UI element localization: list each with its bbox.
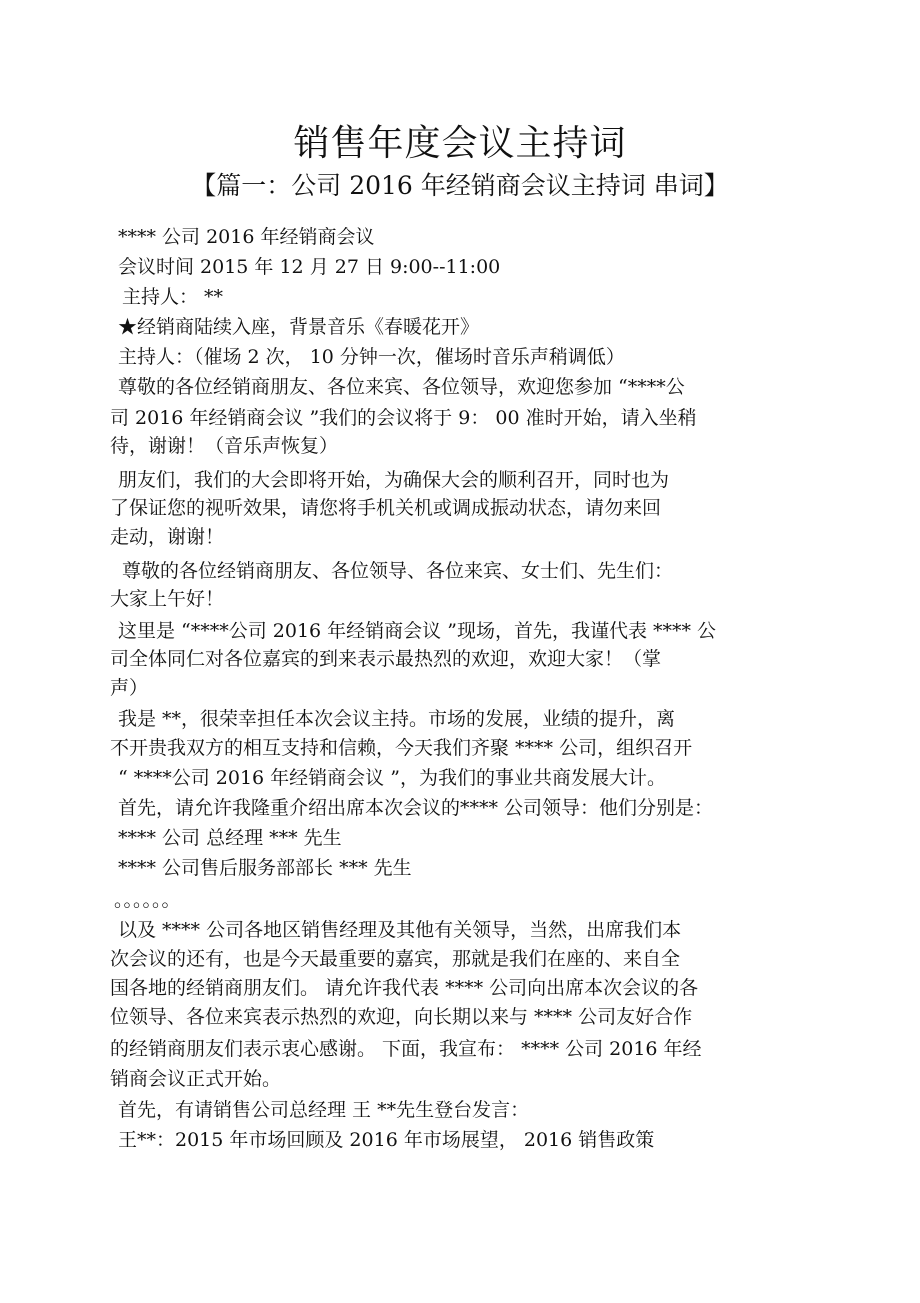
text-line: ★经销商陆续入座，背景音乐《春暖花开》 xyxy=(118,316,480,338)
text-line: 不开贵我双方的相互支持和信赖，今天我们齐聚 **** 公司，组织召开 xyxy=(110,737,693,759)
text-line: 王**：2015 年市场回顾及 2016 年市场展望， 2016 销售政策 xyxy=(118,1129,655,1151)
text-line: 朋友们，我们的大会即将开始，为确保大会的顺利召开，同时也为 xyxy=(118,469,670,491)
text-line: 尊敬的各位经销商朋友、各位领导、各位来宾、女士们、先生们： xyxy=(122,560,674,582)
text-line: **** 公司售后服务部部长 *** 先生 xyxy=(118,857,412,879)
text-line: 以及 **** 公司各地区销售经理及其他有关领导，当然，出席我们本 xyxy=(118,919,682,941)
text-line: 走动，谢谢！ xyxy=(110,526,225,548)
text-line: 我是 **，很荣幸担任本次会议主持。市场的发展，业绩的提升，离 xyxy=(118,708,676,730)
text-line: 。。。。。。 xyxy=(114,889,181,911)
document-title: 销售年度会议主持词 xyxy=(293,123,627,164)
text-line: 销商会议正式开始。 xyxy=(110,1068,282,1090)
text-line: 待，谢谢！（音乐声恢复） xyxy=(110,435,339,457)
text-line: “ ****公司 2016 年经销商会议 ”，为我们的事业共商发展大计。 xyxy=(118,767,666,789)
text-line: 大家上午好！ xyxy=(110,588,225,610)
text-line: 主持人：（催场 2 次， 10 分钟一次，催场时音乐声稍调低） xyxy=(118,346,625,368)
text-line: 首先，请允许我隆重介绍出席本次会议的**** 公司领导：他们分别是： xyxy=(118,797,714,819)
text-line: 了保证您的视听效果，请您将手机关机或调成振动状态，请勿来回 xyxy=(110,497,662,519)
text-line: 声） xyxy=(110,677,149,699)
text-line: 会议时间 2015 年 12 月 27 日 9:00--11:00 xyxy=(118,256,501,278)
text-line: 国各地的经销商朋友们。 请允许我代表 **** 公司向出席本次会议的各 xyxy=(110,977,699,999)
text-line: 这里是 “****公司 2016 年经销商会议 ”现场，首先，我谨代表 **** 公 xyxy=(118,620,717,642)
text-line: 次会议的还有，也是今天最重要的嘉宾，那就是我们在座的、来自全 xyxy=(110,948,681,970)
text-line: **** 公司 总经理 *** 先生 xyxy=(118,827,342,849)
text-line: 位领导、各位来宾表示热烈的欢迎，向长期以来与 **** 公司友好合作 xyxy=(110,1006,693,1028)
text-line: 司 2016 年经销商会议 ”我们的会议将于 9： 00 准时开始，请入坐稍 xyxy=(110,407,697,429)
text-line: **** 公司 2016 年经销商会议 xyxy=(118,226,375,248)
text-line: 尊敬的各位经销商朋友、各位来宾、各位领导，欢迎您参加 “****公 xyxy=(118,376,685,398)
text-line: 司全体同仁对各位嘉宾的到来表示最热烈的欢迎，欢迎大家！（掌 xyxy=(110,648,662,670)
text-line: 主持人： ** xyxy=(122,286,224,308)
text-line: 首先，有请销售公司总经理 王 **先生登台发言： xyxy=(118,1099,530,1121)
text-line: 的经销商朋友们表示衷心感谢。 下面，我宣布： **** 公司 2016 年经 xyxy=(110,1038,702,1060)
document-subtitle: 【篇一：公司 2016 年经销商会议主持词 串词】 xyxy=(191,171,729,200)
